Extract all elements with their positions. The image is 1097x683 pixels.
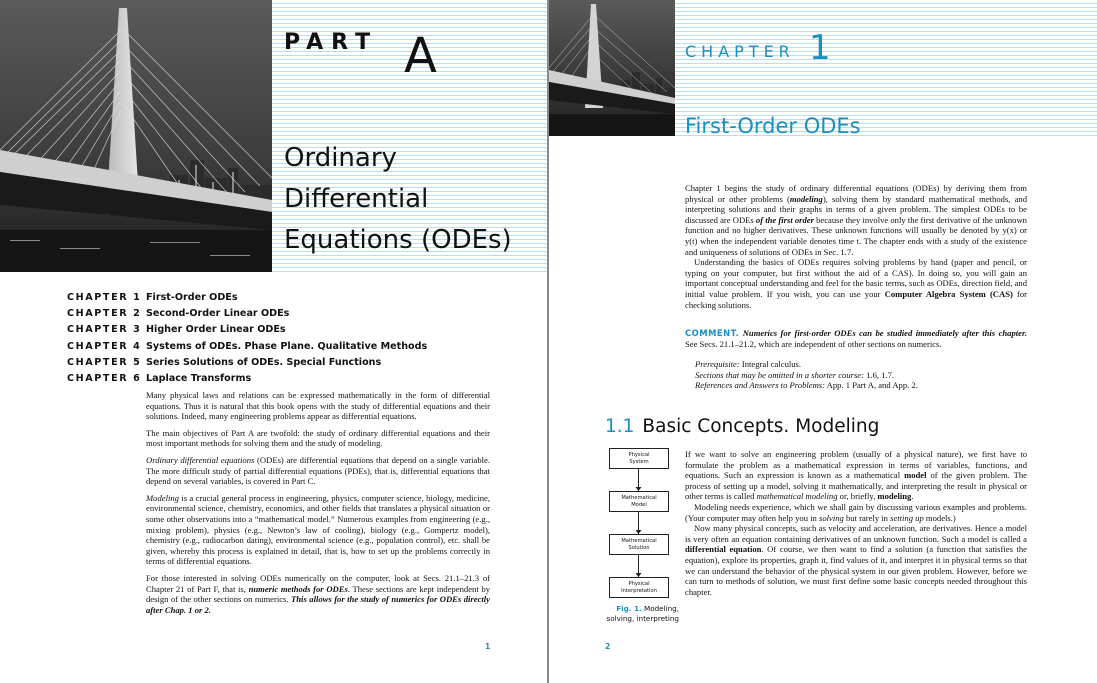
toc-chapter-title: Second-Order Linear ODEs [146, 307, 290, 319]
comment-block [685, 328, 1027, 349]
references-value: App. 1 Part A, and App. 2. [825, 380, 918, 391]
intro-emphasis: Modeling [146, 492, 179, 503]
toc-chapter-number: CHAPTER 6 [67, 373, 142, 385]
flow-box-line: Model [631, 501, 647, 508]
flow-box-line: Physical [628, 581, 650, 587]
flow-box-line: Mathematical [621, 495, 657, 501]
section-heading [605, 416, 879, 437]
toc-chapter-number: CHAPTER 3 [67, 324, 142, 336]
intro-text: For those interested in solving ODEs numerically on the computer, look at Secs. 21.1–21.3 of Chapter 21 of Part F, that is, [146, 572, 490, 594]
body-paragraph [685, 449, 1027, 502]
chapter-number: 1 [809, 28, 831, 68]
bridge-photo-small [549, 0, 675, 136]
toc-item-chapter-5[interactable] [67, 354, 427, 370]
toc-chapter-title: Higher Order Linear ODEs [146, 324, 286, 336]
flow-box-line: Mathematical [621, 538, 657, 544]
body-text: If we want to solve an engineering problem (usually of a physical nature), we first have to formulate the problem as a mathematical expression in terms of variables, functions, and equations. Such an expression is known as a mathematical [685, 449, 1027, 481]
body-bold: differential equation [685, 544, 762, 555]
intro-emphasis: modeling [789, 193, 823, 204]
toc-chapter-number: CHAPTER 2 [67, 307, 142, 319]
modeling-flow-figure [606, 446, 678, 602]
body-paragraph [685, 502, 1027, 523]
part-letter: A [404, 28, 437, 84]
part-label: PART [284, 30, 379, 55]
intro-text: (ODEs) are differential equations that depend on a single variable. The more difficult study of partial differential equations (PDEs), that is, differential equations that depend on several variables, is covered in Part C. [146, 454, 490, 487]
toc-chapter-number: CHAPTER 4 [67, 340, 142, 352]
body-emphasis: solving [818, 512, 844, 523]
figure-label: Fig. 1. [616, 604, 642, 613]
intro-text: for checking solutions. [685, 288, 1027, 310]
toc-chapter-number: CHAPTER 1 [67, 291, 142, 303]
prerequisite-value: Integral calculus. [739, 359, 802, 369]
toc-item-chapter-2[interactable] [67, 305, 427, 321]
body-text: of the given problem. The process of setting up a model, solving it mathematically, and interpreting the result in physical or other terms is called [685, 470, 1027, 502]
toc-chapter-title: First-Order ODEs [146, 291, 238, 303]
omit-sections-line [695, 370, 918, 381]
section-number: 1.1 [605, 416, 635, 437]
body-text: but rarely in [843, 512, 891, 523]
comment-label: COMMENT. [685, 328, 740, 338]
toc-item-chapter-1[interactable] [67, 289, 427, 305]
body-emphasis: setting up [890, 512, 924, 523]
section-body [685, 449, 1027, 597]
flow-arrowheads [606, 446, 678, 602]
intro-emphasis: Ordinary differential equations [146, 454, 255, 465]
flow-box-line: Interpretation [621, 587, 657, 594]
body-text: Now many physical concepts, such as velocity and acceleration, are derivatives. Hence a model is very often an equation containing derivatives of an unknown function. Such a model is called a [685, 523, 1027, 544]
arrowhead [636, 573, 642, 577]
part-intro-text [146, 390, 490, 621]
intro-text: is a crucial general process in engineering, physics, computer science, biology, medicine, environmental science, chemistry, economics, and other fields that translates a physical situation or some other observations into a “mathematical model.” Numerous examples from engineering (e.g., mixing problem), physics (e.g., Newton’s law of cooling), biology (e.g., Gompertz model), chemistry (e.g., radiocarbon dating), environmental science (e.g., population control), etc. shall be given, whereby this process is explained in detail, that is, how to set up the problems correctly in terms of differential equations. [146, 492, 490, 567]
toc-chapter-title: Systems of ODEs. Phase Plane. Qualitative Methods [146, 340, 428, 352]
chapter-intro [685, 183, 1027, 310]
page-number: 2 [605, 642, 611, 651]
toc-chapter-title: Laplace Transforms [146, 373, 252, 385]
body-emphasis: mathematical modeling [756, 491, 838, 502]
bridge-photo-small-svg [549, 0, 675, 136]
intro-text: Understanding the basics of ODEs requires solving problems by hand (paper and pencil, or typing on your computer, but first without the aid of a CAS). In doing so, you will gain an important conceptual understanding and feel for the basic terms, such as ODEs, direction field, and initial value problem. If you wish, you can use your [685, 257, 1027, 299]
intro-emphasis: of the first order [755, 214, 814, 225]
toc-item-chapter-3[interactable] [67, 322, 427, 338]
prerequisites-block [695, 359, 918, 391]
intro-paragraph [146, 493, 490, 567]
intro-paragraph [146, 573, 490, 615]
chapter-intro-paragraph [685, 183, 1027, 257]
prerequisite-line [695, 359, 918, 370]
right-page [549, 0, 1097, 683]
arrowhead [636, 487, 642, 491]
toc-chapter-title: Series Solutions of ODEs. Special Functions [146, 356, 382, 368]
page-number: 1 [485, 642, 491, 651]
intro-bold: Computer Algebra System (CAS) [884, 288, 1013, 299]
figure-caption-text: solving, interpreting [606, 614, 679, 623]
prerequisite-label: Prerequisite: [695, 359, 740, 369]
comment-text: See Secs. 21.1–21.2, which are independent of other sections on numerics. [685, 338, 942, 349]
intro-text: Chapter 1 begins the study of ordinary differential equations (ODEs) by deriving them from physical or other problems ( [685, 183, 1027, 204]
references-line [695, 380, 918, 391]
figure-caption [605, 604, 679, 624]
intro-emphasis: numeric methods for ODEs [248, 583, 348, 594]
part-title [284, 138, 539, 261]
intro-paragraph: The main objectives of Part A are twofold: the study of ordinary differential equations and their most important methods for solving them and the study of modeling. [146, 427, 490, 449]
body-paragraph [685, 523, 1027, 597]
body-text: models.) [923, 512, 956, 523]
body-text: or, briefly, [837, 491, 878, 502]
bridge-photo-svg [0, 0, 272, 272]
flow-box-line: Solution [628, 544, 650, 551]
arrowhead [636, 530, 642, 534]
intro-text: . These sections are kept independent by design of the other sections on numerics. [146, 583, 490, 605]
figure-caption-text: Modeling, [644, 604, 679, 613]
body-bold: model [904, 470, 927, 481]
toc-item-chapter-6[interactable] [67, 370, 427, 386]
section-title: Basic Concepts. Modeling [642, 416, 880, 437]
chapter-intro-paragraph [685, 257, 1027, 310]
intro-paragraph: Many physical laws and relations can be expressed mathematically in the form of differential equations. Thus it is natural that this book opens with the study of differential equations and their solutions. Indeed, many engineering problems appear as differential equations. [146, 390, 490, 422]
body-text: Modeling needs experience, which we shall gain by discussing various examples and problems. (Your computer may often help you in [685, 501, 1027, 523]
chapter-title: First-Order ODEs [685, 114, 861, 138]
body-bold: modeling [877, 491, 912, 502]
part-title-line: Differential [284, 184, 429, 214]
toc-chapter-number: CHAPTER 5 [67, 356, 142, 368]
intro-emphasis: This allows for the study of numerics for ODEs directly after Chap. 1 or 2. [146, 594, 490, 615]
flow-box-line: System [629, 458, 649, 465]
toc-item-chapter-4[interactable] [67, 338, 427, 354]
references-label: References and Answers to Problems: [695, 380, 825, 391]
part-title-line: Ordinary [284, 143, 397, 173]
body-text: . Of course, we then want to find a solution (a function that satisfies the equation), explore its properties, graph it, find values of it, and interpret it in physical terms so that we can understand the behavior of the physical system in our given problem. However, before we can turn to methods of solution, we must first define some basic concepts needed throughout this chapter. [685, 544, 1027, 597]
table-of-contents [67, 289, 427, 387]
intro-text: ), solving them by standard mathematical methods, and interpreting solutions and their graphs in terms of a given problem. The simplest ODEs to be discussed are ODEs [685, 193, 1027, 225]
omit-sections-value: 1.6, 1.7. [863, 369, 895, 380]
body-text: . [911, 491, 914, 502]
intro-text: because they involve only the first derivative of the unknown function and no higher derivatives. These unknown functions will usually be denoted by y(x) or y(t) when the independent variable denotes time t. The chapter ends with a study of the existence and uniqueness of solutions of ODEs in Sec. 1.7. [685, 214, 1027, 257]
left-page [0, 0, 547, 683]
omit-sections-label: Sections that may be omitted in a shorter course: [695, 369, 864, 380]
intro-paragraph [146, 455, 490, 487]
bridge-photo [0, 0, 272, 272]
part-title-line: Equations (ODEs) [284, 225, 512, 255]
comment-emphasis: Numerics for first-order ODEs can be studied immediately after this chapter. [739, 328, 1027, 338]
chapter-label: CHAPTER [685, 42, 795, 61]
flow-box-line: Physical [628, 452, 650, 458]
